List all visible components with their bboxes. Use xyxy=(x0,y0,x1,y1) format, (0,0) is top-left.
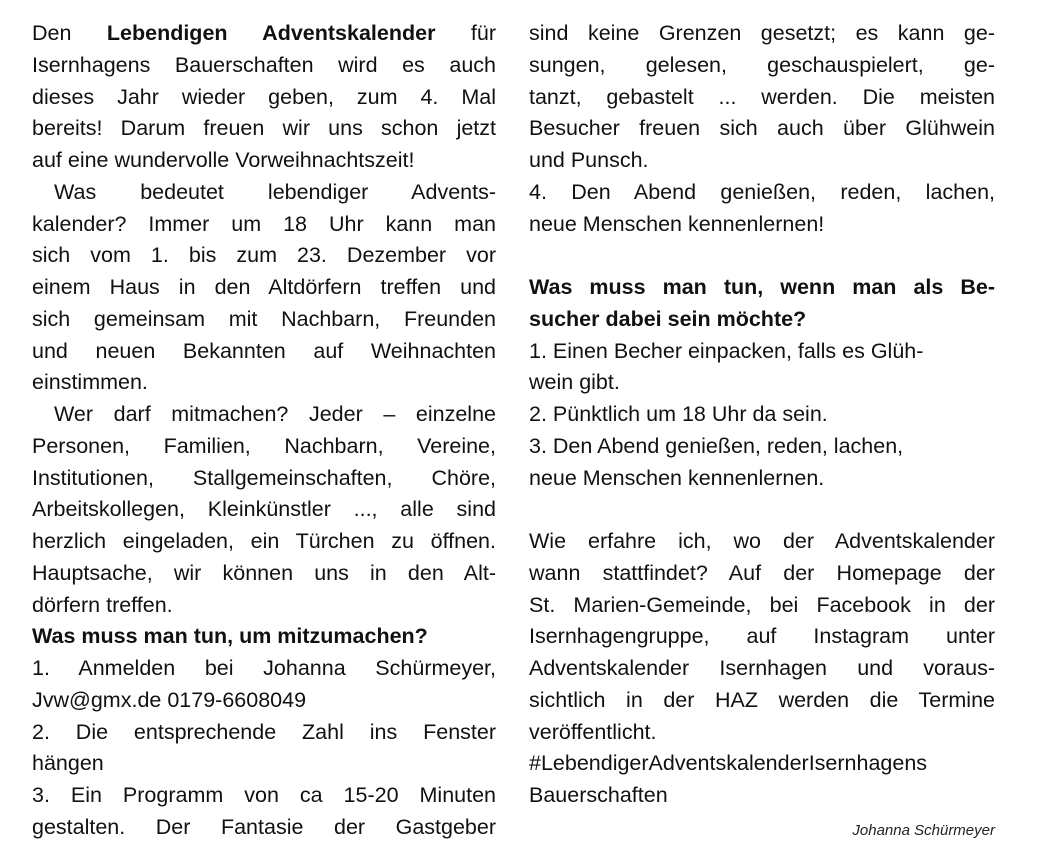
cont-line: sungen, gelesen, geschauspielert, ge- xyxy=(529,52,995,77)
info-line: wann stattfindet? Auf der Homepage der xyxy=(529,560,995,585)
intro-line: bereits! Darum freuen wir uns schon jetzt xyxy=(32,116,496,141)
para3-line: Hauptsache, wir können uns in den Alt- xyxy=(32,560,496,585)
intro-line: Isernhagens Bauerschaften wird es auch xyxy=(32,52,496,77)
para3-line: Institutionen, Stallgemeinschaften, Chöre, xyxy=(32,465,496,490)
paragraph-gap xyxy=(529,240,995,272)
para2-line: kalender? Immer um 18 Uhr kann man xyxy=(32,211,496,236)
para3-line: Wer darf mitmachen? Jeder – einzelne xyxy=(54,402,496,426)
info-line: Isernhagengruppe, auf Instagram unter xyxy=(529,624,995,649)
step-line: hängen xyxy=(32,751,104,776)
cont-line: 4. Den Abend genießen, reden, lachen, xyxy=(529,179,995,204)
visitor-step-line: 3. Den Abend genießen, reden, lachen, xyxy=(529,433,904,458)
heading-visitor-line: Was muss man tun, wenn man als Be- xyxy=(529,275,995,299)
info-line: sichtlich in der HAZ werden die Termine xyxy=(529,687,995,712)
step-line: 3. Ein Programm von ca 15-20 Minuten xyxy=(32,783,496,807)
para2-line: einstimmen. xyxy=(32,370,148,395)
article-right-column xyxy=(529,18,995,812)
cont-line: Besucher freuen sich auch über Glühwein xyxy=(529,116,995,141)
paragraph-gap xyxy=(529,494,995,526)
info-line: Wie erfahre ich, wo der Adventskalender xyxy=(529,529,995,553)
intro-pre: Den xyxy=(32,21,107,45)
para3-line: Personen, Familien, Nachbarn, Vereine, xyxy=(32,433,496,458)
para2-line: Was bedeutet lebendiger Advents- xyxy=(54,179,496,204)
info-line: veröffentlicht. xyxy=(529,719,657,744)
step-line: Jvw@gmx.de 0179-6608049 xyxy=(32,687,307,712)
cont-line: sind keine Grenzen gesetzt; es kann ge- xyxy=(529,21,995,45)
hashtag-line: Bauerschaften xyxy=(529,783,668,807)
intro-line: auf eine wundervolle Vorweihnachtszeit! xyxy=(32,148,415,172)
visitor-step-line: wein gibt. xyxy=(529,370,620,395)
para2-line: sich vom 1. bis zum 23. Dezember vor xyxy=(32,243,496,268)
step-line: gestalten. Der Fantasie der Gastgeber xyxy=(32,814,496,839)
visitor-step-line: 1. Einen Becher einpacken, falls es Glüh- xyxy=(529,338,924,363)
intro-post: für xyxy=(435,21,496,45)
heading-visitor-line: sucher dabei sein möchte? xyxy=(529,306,807,331)
step-line: 2. Die entsprechende Zahl ins Fenster xyxy=(32,719,496,744)
info-line: Adventskalender Isernhagen und voraus- xyxy=(529,656,995,680)
cont-line: und Punsch. xyxy=(529,148,649,172)
para3-line: dörfern treffen. xyxy=(32,592,173,617)
step-line: 1. Anmelden bei Johanna Schürmeyer, xyxy=(32,656,496,680)
intro-line-1 xyxy=(32,18,496,50)
hashtag-line: #LebendigerAdventskalenderIsernhagens xyxy=(529,751,928,776)
para2-line: und neuen Bekannten auf Weihnachten xyxy=(32,338,496,363)
cont-line: neue Menschen kennenlernen! xyxy=(529,211,825,236)
para3-line: Arbeitskollegen, Kleinkünstler ..., alle sind xyxy=(32,497,496,522)
info-line: St. Marien-Gemeinde, bei Facebook in der xyxy=(529,592,995,617)
cont-line: tanzt, gebastelt ... werden. Die meisten xyxy=(529,84,995,109)
para2-line: einem Haus in den Altdörfern treffen und xyxy=(32,275,496,299)
heading-participate: Was muss man tun, um mitzumachen? xyxy=(32,624,428,649)
article-left-column xyxy=(32,18,496,844)
para3-line: herzlich eingeladen, ein Türchen zu öffnen. xyxy=(32,529,496,553)
intro-line: dieses Jahr wieder geben, zum 4. Mal xyxy=(32,84,496,109)
author-signature: Johanna Schürmeyer xyxy=(852,822,995,839)
visitor-step-line: 2. Pünktlich um 18 Uhr da sein. xyxy=(529,402,828,426)
intro-bold-title: Lebendigen Adventskalender xyxy=(106,21,436,45)
para2-line: sich gemeinsam mit Nachbarn, Freunden xyxy=(32,306,496,331)
visitor-step-line: neue Menschen kennenlernen. xyxy=(529,465,825,490)
